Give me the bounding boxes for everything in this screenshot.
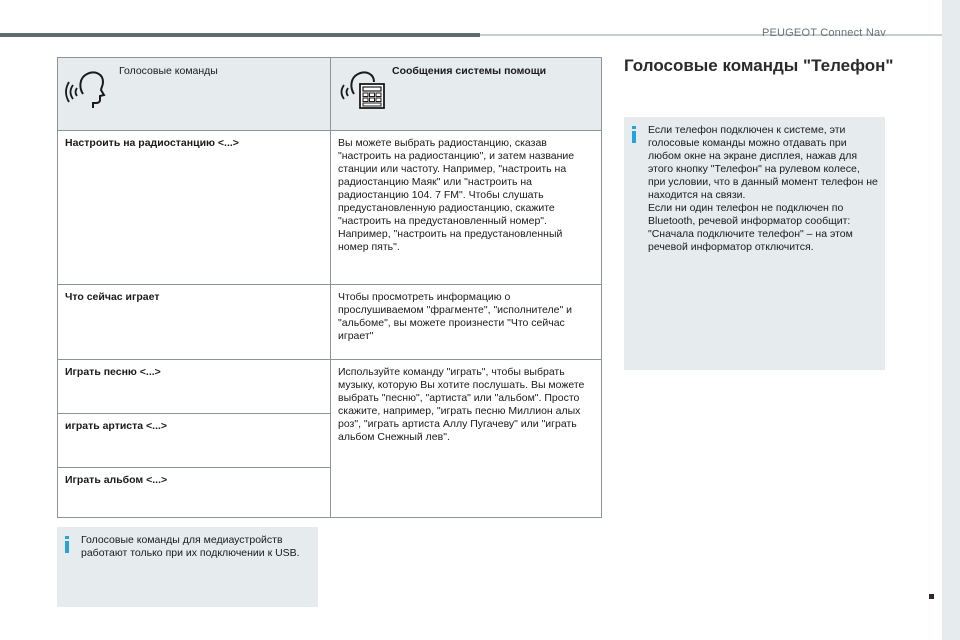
header-cell-commands	[58, 58, 331, 131]
usb-note-text: Голосовые команды для медиаустройств работают только при их подключении к USB.	[81, 534, 300, 559]
help-cell: Чтобы просмотреть информацию о прослушиваемом "фрагменте", "исполнителе" и "альбоме", вы можете произнести "Что сейчас играет"	[331, 285, 602, 360]
speaking-head-keypad-icon	[338, 64, 386, 110]
speaking-head-icon	[65, 64, 113, 110]
table-row	[58, 285, 602, 360]
header-cell-help	[331, 58, 602, 131]
usb-note-box	[57, 527, 318, 607]
page-number: 9	[930, 612, 937, 624]
header-brand: PEUGEOT Connect Nav	[761, 27, 886, 39]
command-cell: Играть альбом <...>	[58, 468, 331, 518]
phone-note-text: Если телефон подключен к системе, эти голосовые команды можно отдавать при любом окне на экране дисплея, нажав для этого кнопку "Телефон" на рулевом колесе, при условии, что в данный момент телефон не находится на связи. Если ни один телефон не подключен по Bluetooth, речевой информатор сообщит: "Сначала подключите телефон" – на этом речевой информатор отключится.	[648, 124, 878, 253]
header-label-help: Сообщения системы помощи	[392, 65, 547, 77]
voice-commands-table	[57, 57, 602, 518]
header-rule-dark	[0, 33, 480, 37]
help-cell: Используйте команду "играть", чтобы выбрать музыку, которую Вы хотите послушать. Вы можете выбрать "песню", "артиста" или "альбом". Просто скажите, например, "играть песню Миллион алых роз", "играть артиста Аллу Пугачеву" или "играть альбом Снежный лев".	[331, 360, 602, 518]
help-cell: Вы можете выбрать радиостанцию, сказав "настроить на радиостанцию", и затем название станции или частоту. Например, "настроить на радиостанцию Маяк" или "настроить на радиостанцию 104. 7 FM". Чтобы слушать предустановленную радиостанцию, скажите "настроить на предустановленный номер". Например, "настроить на предустановленный номер пять".	[331, 131, 602, 285]
header-label-commands: Голосовые команды	[119, 65, 218, 77]
page-marker	[929, 594, 934, 599]
command-cell: Играть песню <...>	[58, 360, 331, 414]
info-icon	[632, 126, 636, 142]
table-row	[58, 131, 602, 285]
command-cell: Что сейчас играет	[58, 285, 331, 360]
side-strip	[942, 0, 960, 640]
table-row	[58, 360, 602, 414]
command-cell: играть артиста <...>	[58, 414, 331, 468]
phone-note-box	[624, 117, 885, 370]
info-icon	[65, 536, 69, 552]
section-title: Голосовые команды "Телефон"	[624, 56, 894, 75]
command-cell: Настроить на радиостанцию <...>	[58, 131, 331, 285]
table-header-row	[58, 58, 602, 131]
